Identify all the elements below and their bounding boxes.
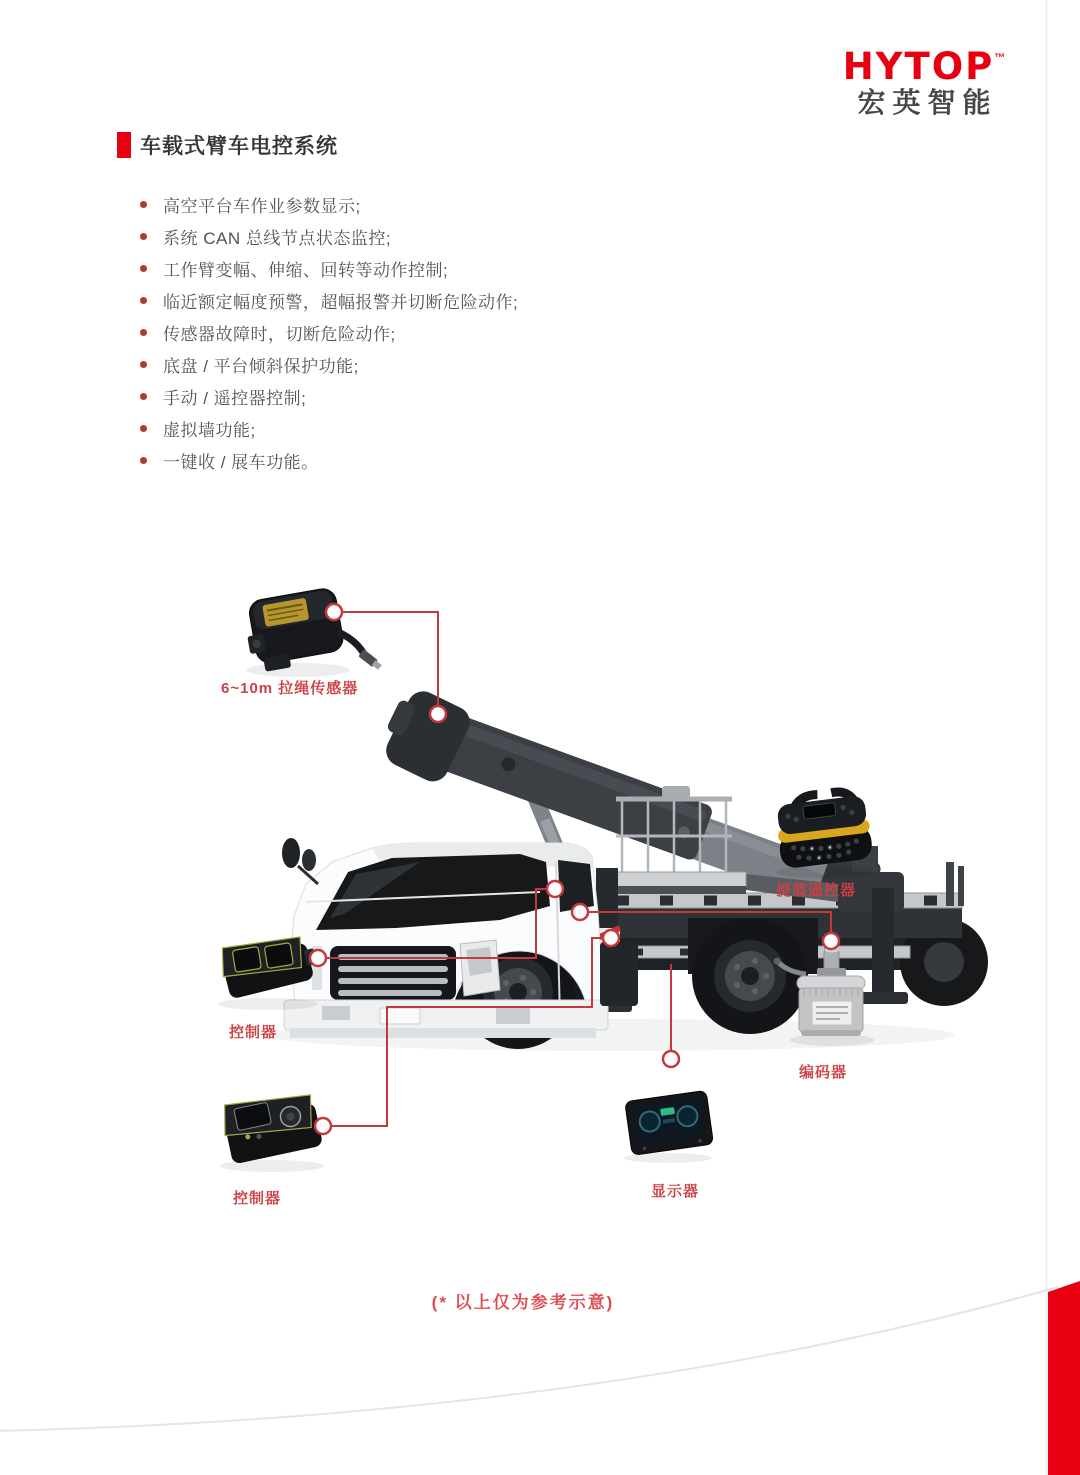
aerial-platform-truck <box>265 682 988 1051</box>
trademark-mark: ™ <box>994 52 1006 64</box>
feature-item <box>140 220 700 252</box>
rope-sensor-image <box>241 587 382 677</box>
feature-item <box>140 316 700 348</box>
basket-remote-label: 提篮遥控器 <box>776 882 857 899</box>
reference-footnote: (* 以上仅为参考示意) <box>431 1293 615 1312</box>
feature-item <box>140 412 700 444</box>
section-marker-icon <box>117 132 131 158</box>
feature-text: 高空平台车作业参数显示; <box>163 196 361 216</box>
controller-bottom-image <box>219 1087 324 1172</box>
feature-text: 手动 / 遥控器控制; <box>163 388 307 408</box>
feature-item <box>140 188 700 220</box>
display-label: 显示器 <box>651 1183 700 1200</box>
feature-text: 传感器故障时，切断危险动作; <box>163 324 396 344</box>
rope-sensor-label: 6~10m 拉绳传感器 <box>221 680 359 697</box>
controller-bottom-label: 控制器 <box>233 1190 282 1207</box>
feature-item <box>140 380 700 412</box>
brand-subtitle: 宏英智能 <box>857 87 998 118</box>
red-ribbon <box>1048 1281 1080 1475</box>
display-image <box>624 1090 713 1163</box>
feature-text: 底盘 / 平台倾斜保护功能; <box>163 356 359 376</box>
feature-text: 临近额定幅度预警，超幅报警并切断危险动作; <box>163 292 519 312</box>
brand-name: HYTOP <box>842 45 995 88</box>
section-heading <box>117 130 338 160</box>
feature-text: 虚拟墙功能; <box>163 420 256 440</box>
feature-text: 系统 CAN 总线节点状态监控; <box>163 228 392 248</box>
feature-list <box>140 188 700 476</box>
feature-text: 工作臂变幅、伸缩、回转等动作控制; <box>163 260 449 280</box>
feature-item <box>140 252 700 284</box>
encoder-label: 编码器 <box>799 1064 848 1081</box>
section-title: 车载式臂车电控系统 <box>140 135 338 158</box>
feature-item <box>140 348 700 380</box>
feature-item <box>140 284 700 316</box>
feature-text: 一键收 / 展车功能。 <box>163 452 319 472</box>
feature-item <box>140 444 700 476</box>
brand-logo <box>833 45 1015 118</box>
controller-top-label: 控制器 <box>229 1024 278 1041</box>
